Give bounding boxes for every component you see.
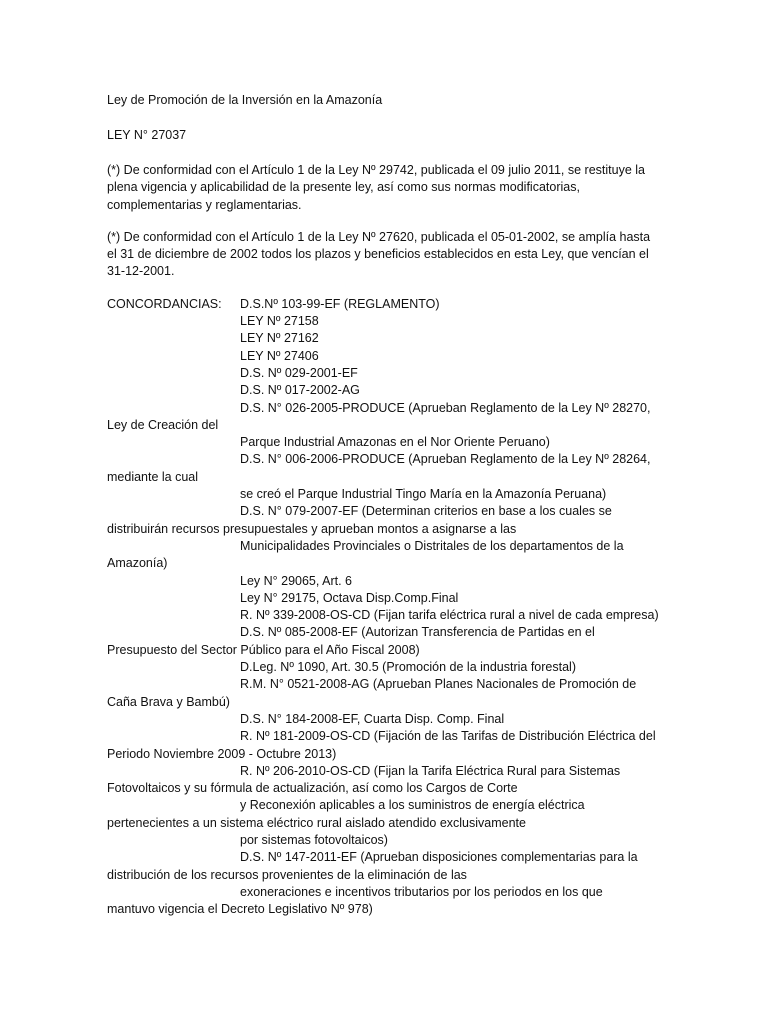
concordancia-wrap: mantuvo vigencia el Decreto Legislativo Nº 978) — [107, 902, 373, 917]
document-body — [107, 92, 667, 918]
concordancia-entry: D.S. Nº 147-2011-EF (Aprueban disposiciones complementarias para la — [240, 850, 638, 865]
concordancia-wrap: Presupuesto del Sector Público para el Año Fiscal 2008) — [107, 642, 420, 657]
concordancia-entry: Ley N° 29175, Octava Disp.Comp.Final — [240, 590, 459, 605]
concordancia-entry: D.S. N° 006-2006-PRODUCE (Aprueban Reglamento de la Ley Nº 28264, — [240, 452, 651, 467]
note-paragraph-2 — [107, 229, 667, 281]
concordancia-entry: y Reconexión aplicables a los suministros de energía eléctrica — [240, 798, 585, 813]
concordancia-entry: Municipalidades Provinciales o Distritales de los departamentos de la — [240, 538, 624, 553]
note-paragraph-1 — [107, 162, 667, 214]
document-title: Ley de Promoción de la Inversión en la Amazonía — [107, 93, 383, 107]
concordancia-entry: R. Nº 181-2009-OS-CD (Fijación de las Tarifas de Distribución Eléctrica del — [240, 729, 656, 744]
concordancia-entry: D.Leg. Nº 1090, Art. 30.5 (Promoción de la industria forestal) — [240, 660, 576, 675]
concordancia-wrap: mediante la cual — [107, 469, 199, 484]
concordancia-entry: por sistemas fotovoltaicos) — [240, 832, 388, 847]
concordancias-label: CONCORDANCIAS: — [107, 296, 222, 311]
concordancia-entry: D.S. N° 184-2008-EF, Cuarta Disp. Comp. Final — [240, 711, 505, 726]
concordancia-entry: LEY Nº 27406 — [240, 348, 319, 363]
concordancia-wrap: Periodo Noviembre 2009 - Octubre 2013) — [107, 746, 337, 761]
concordancia-wrap: Ley de Creación del — [107, 417, 219, 432]
concordancia-entry: D.S. Nº 029-2001-EF — [240, 365, 358, 380]
concordancia-entry: Ley N° 29065, Art. 6 — [240, 573, 353, 588]
note-2-line: el 31 de diciembre de 2002 todos los plazos y beneficios establecidos en esta Ley, que vencían el — [107, 247, 649, 262]
note-2-line: (*) De conformidad con el Artículo 1 de la Ley Nº 27620, publicada el 05-01-2002, se amplía hasta — [107, 229, 651, 244]
concordancia-entry: R. Nº 339-2008-OS-CD (Fijan tarifa eléctrica rural a nivel de cada empresa) — [240, 608, 659, 623]
note-1-line: (*) De conformidad con el Artículo 1 de la Ley Nº 29742, publicada el 09 julio 2011, se restituye la — [107, 163, 645, 177]
note-1-line: plena vigencia y aplicabilidad de la presente ley, así como sus normas modificatorias, — [107, 180, 580, 195]
concordancia-entry: D.S. Nº 085-2008-EF (Autorizan Transferencia de Partidas en el — [240, 625, 595, 640]
note-1-line: complementarias y reglamentarias. — [107, 197, 302, 212]
concordancias-section — [107, 296, 667, 919]
law-number: LEY N° 27037 — [107, 128, 187, 142]
concordancia-entry: LEY Nº 27158 — [240, 314, 319, 329]
concordancia-entry: LEY Nº 27162 — [240, 331, 319, 346]
concordancia-wrap: pertenecientes a un sistema eléctrico rural aislado atendido exclusivamente — [107, 815, 526, 830]
concordancia-wrap: Fotovoltaicos y su fórmula de actualización, así como los Cargos de Corte — [107, 781, 518, 796]
concordancia-entry: D.S. N° 079-2007-EF (Determinan criterios en base a los cuales se — [240, 504, 612, 519]
concordancia-entry: D.S.Nº 103-99-EF (REGLAMENTO) — [240, 296, 440, 311]
concordancia-entry: D.S. N° 026-2005-PRODUCE (Aprueban Reglamento de la Ley Nº 28270, — [240, 400, 651, 415]
concordancia-wrap: distribución de los recursos provenientes de la eliminación de las — [107, 867, 467, 882]
concordancia-entry: exoneraciones e incentivos tributarios por los periodos en los que — [240, 884, 603, 899]
concordancia-entry: Parque Industrial Amazonas en el Nor Oriente Peruano) — [240, 435, 550, 450]
concordancia-entry: R. Nº 206-2010-OS-CD (Fijan la Tarifa Eléctrica Rural para Sistemas — [240, 763, 621, 778]
concordancia-entry: D.S. Nº 017-2002-AG — [240, 383, 360, 398]
concordancia-entry: R.M. N° 0521-2008-AG (Aprueban Planes Nacionales de Promoción de — [240, 677, 637, 692]
concordancia-wrap: distribuirán recursos presupuestales y aprueban montos a asignarse a las — [107, 521, 517, 536]
concordancia-entry: se creó el Parque Industrial Tingo María en la Amazonía Peruana) — [240, 487, 607, 502]
concordancia-wrap: Caña Brava y Bambú) — [107, 694, 230, 709]
concordancia-wrap: Amazonía) — [107, 556, 168, 571]
note-2-line: 31-12-2001. — [107, 264, 175, 279]
